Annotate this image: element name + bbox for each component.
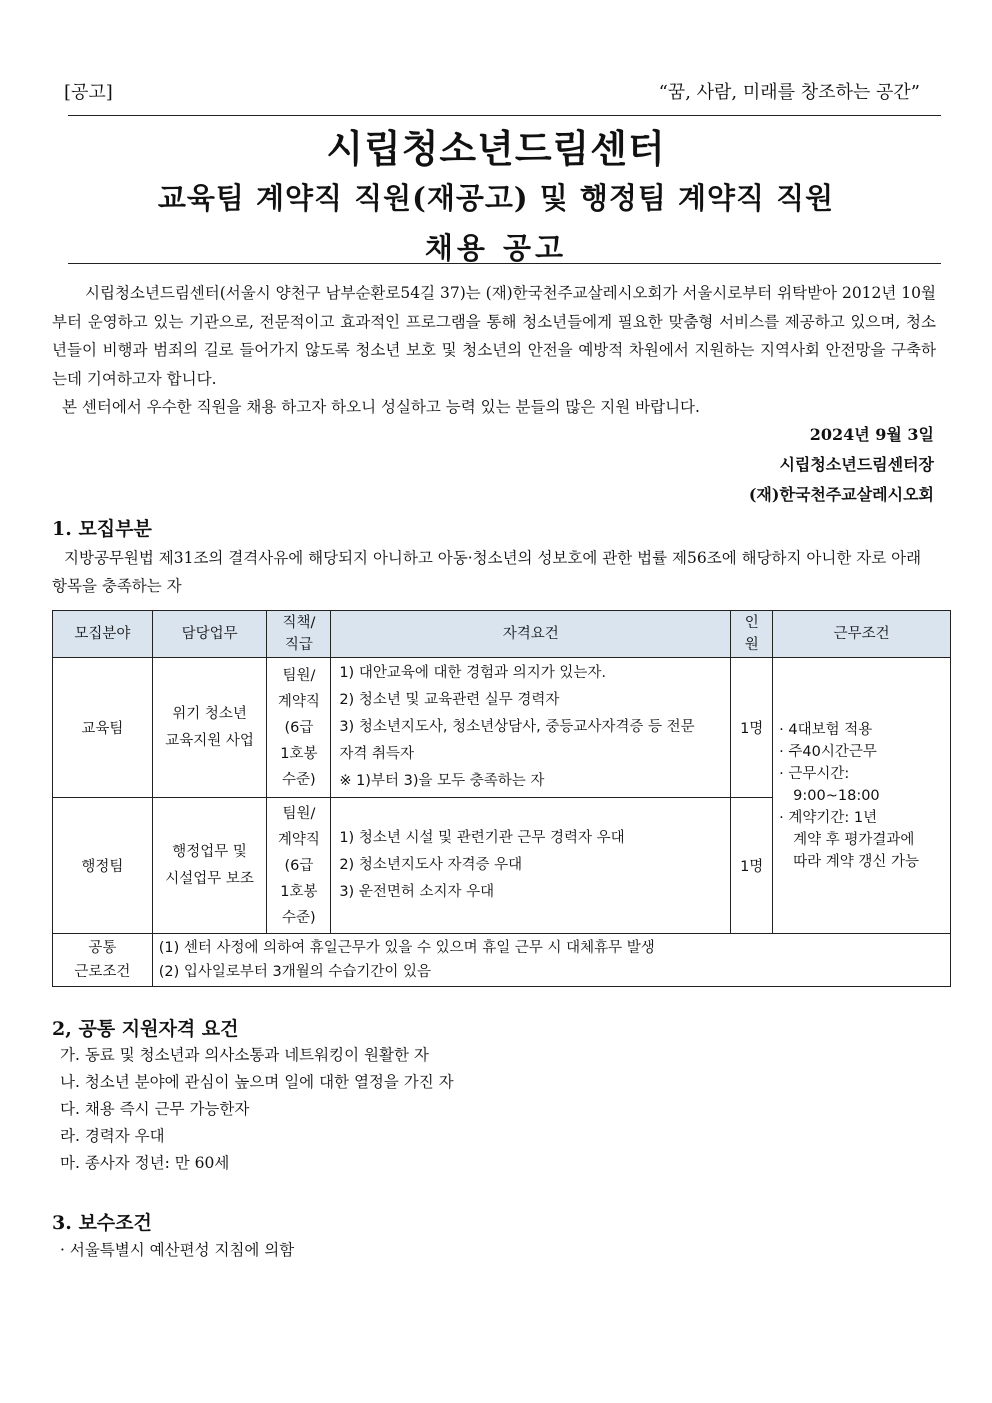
- page-subtitle-2: 채용 공고: [424, 231, 568, 265]
- section-1-description: 지방공무원법 제31조의 결격사유에 해당되지 아니하고 아동·청소년의 성보호에 관한 법률 제56조에 해당하지 아니한 자로 아래 항목을 충족하는 자: [52, 549, 922, 595]
- header-count: 인 원: [731, 611, 773, 658]
- header-rank: 직책/ 직급: [267, 611, 331, 658]
- section-3-item: · 서울특별시 예산편성 지침에 의함: [60, 1241, 295, 1259]
- recruitment-table: [52, 610, 951, 987]
- section-3-heading: 3. 보수조건: [52, 1212, 152, 1234]
- page-title: 시립청소년드림센터: [326, 126, 666, 171]
- signature-block: [749, 420, 934, 510]
- table-row-common: [53, 934, 951, 987]
- section-2-heading: 2, 공통 지원자격 요건: [52, 1018, 239, 1040]
- list-item: 가. 동료 및 청소년과 의사소통과 네트워킹이 원활한 자: [60, 1046, 429, 1064]
- quals-admin: 1) 청소년 시설 및 관련기관 근무 경력자 우대 2) 청소년지도사 자격증 우대 3) 운전면허 소지자 우대: [331, 798, 731, 934]
- header-bar: [64, 78, 920, 106]
- count-admin: 1명: [731, 798, 773, 934]
- duty-admin: 행정업무 및 시설업무 보조: [152, 798, 267, 934]
- field-education: 교육팀: [53, 658, 153, 798]
- list-item: 나. 청소년 분야에 관심이 높으며 일에 대한 열정을 가진 자: [60, 1073, 454, 1091]
- section-2-list: [60, 1042, 940, 1177]
- header-duty: 담당업무: [152, 611, 267, 658]
- notice-tag: [공고]: [64, 82, 113, 103]
- rank-admin: 팀원/ 계약직 (6급 1호봉 수준): [267, 798, 331, 934]
- table-row-education: [53, 658, 951, 798]
- intro-text: [52, 279, 936, 422]
- rank-education: 팀원/ 계약직 (6급 1호봉 수준): [267, 658, 331, 798]
- intro-paragraph-1: 시립청소년드림센터(서울시 양천구 남부순환로54길 37)는 (재)한국천주교살레시오회가 서울시로부터 위탁받아 2012년 10월부터 운영하고 있는 기관으로, 전문적이고 효과적인 프로그램을 통해 청소년들에게 필요한 맞춤형 서비스를 제공하고 있으며, 청소년들이 비행과 범죄의 길로 들어가지 않도록 청소년 보호 및 청소년의 안전을 예방적 차원에서 지원하는 지역사회 안전망을 구축하는데 기여하고자 합니다.: [52, 284, 936, 388]
- list-item: 마. 종사자 정년: 만 60세: [60, 1154, 230, 1172]
- slogan: “꿈, 사람, 미래를 창조하는 공간”: [658, 82, 920, 103]
- page-subtitle: 교육팀 계약직 직원(재공고) 및 행정팀 계약직 직원: [157, 181, 835, 215]
- announcement-date: 2024년 9월 3일: [809, 425, 934, 444]
- header-field: 모집분야: [53, 611, 153, 658]
- header-rule: [68, 115, 941, 116]
- organization-name: (재)한국천주교살레시오회: [748, 485, 934, 504]
- intro-paragraph-2: 본 센터에서 우수한 직원을 채용 하고자 하오니 성실하고 능력 있는 분들의 많은 지원 바랍니다.: [62, 398, 700, 416]
- field-admin: 행정팀: [53, 798, 153, 934]
- list-item: 다. 채용 즉시 근무 가능한자: [60, 1100, 250, 1118]
- list-item: 라. 경력자 우대: [60, 1127, 165, 1145]
- table-header-row: [53, 611, 951, 658]
- header-conditions: 근무조건: [773, 611, 951, 658]
- duty-education: 위기 청소년 교육지원 사업: [152, 658, 267, 798]
- quals-education: 1) 대안교육에 대한 경험과 의지가 있는자. 2) 청소년 및 교육관련 실무 경력자 3) 청소년지도사, 청소년상담사, 중등교사자격증 등 전문 자격 취득자 ※ 1)부터 3)을 모두 충족하는 자: [331, 658, 731, 798]
- director-name: 시립청소년드림센터장: [779, 455, 934, 474]
- title-rule: [68, 263, 941, 264]
- common-conditions: (1) 센터 사정에 의하여 휴일근무가 있을 수 있으며 휴일 근무 시 대체휴무 발생 (2) 입사일로부터 3개월의 수습기간이 있음: [152, 934, 950, 987]
- work-conditions: · 4대보험 적용 · 주40시간근무 · 근무시간: 9:00~18:00 · 계약기간: 1년 계약 후 평가결과에 따라 계약 갱신 가능: [773, 658, 951, 934]
- common-label: 공통 근로조건: [53, 934, 153, 987]
- count-education: 1명: [731, 658, 773, 798]
- section-1-heading: 1. 모집부분: [52, 518, 152, 540]
- header-qualifications: 자격요건: [331, 611, 731, 658]
